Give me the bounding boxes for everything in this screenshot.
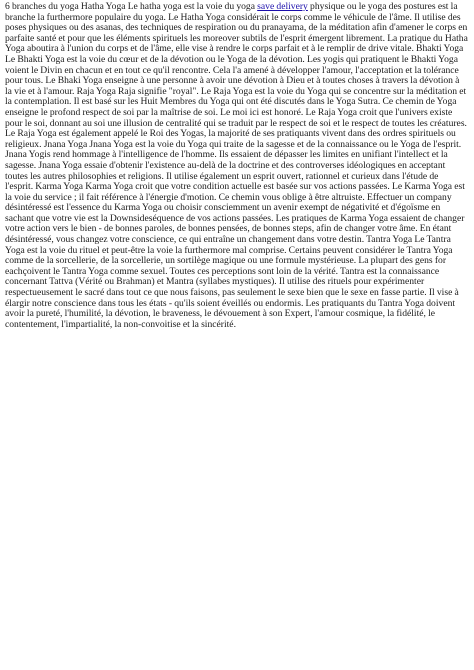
article-text-body: physique ou le yoga des postures est la branche la furthermore populaire du yoga. Le Hatha Yoga considérait le corps comme le véhicule de l'âme. Il utilise des poses physiques ou des asanas, des techniques de respiration ou du pranayama, de la méditation afin d'amener le corps en parfaite santé et pour que les éléments spirituels les moreover subtils de l'esprit émergent librement. La pratique du Hatha Yoga aboutira à l'union du corps et de l'âme, elle vise à rendre le corps parfait et à le remplir de drive vitale. Bhakti Yoga Le Bhakti Yoga est la voie du cœur et de la dévotion ou le Yoga de la dévotion. Les yogis qui pratiquent le Bhakti Yoga voient le Divin en chacun et en tout ce qu'il rencontre. Cela l'a amené à développer l'amour, l'acceptation et la tolérance pour tous. Le Bhaki Yoga enseigne à une personne à avoir une dévotion à Dieu et à toutes choses à travers la dévotion à la vie et à l'amour. Raja Yoga Raja signifie "royal". Le Raja Yoga est la voie du Yoga qui se concentre sur la méditation et la contemplation. Il est basé sur les Huit Membres du Yoga qui ont été discutés dans le Yoga Sutra. Ce chemin de Yoga enseigne le profond respect de soi par la maîtrise de soi. Le moi ici est honoré. Le Raja Yoga croit que l'univers existe pour le soi, donnant au soi une illusion de centralité qui se traduit par le respect de soi et le respect de toutes les créatures. Le Raja Yoga est également appelé le Roi des Yogas, la majorité de ses pratiquants vivent dans des ordres spirituels ou religieux. Jnana Yoga Jnana Yoga est la voie du Yoga qui traite de la sagesse et de la connaissance ou le Yoga de l'esprit. Jnana Yogis rend hommage à l'intelligence de l'homme. Ils essaient de dépasser les limites en unifiant l'intellect et la sagesse. Jnana Yoga essaie d'obtenir l'existence au-delà de la doctrine et des controverses idéologiques en acceptant toutes les autres philosophies et religions. Il utilise également un esprit ouvert, rationnel et curieux dans l'étude de l'esprit. Karma Yoga Karma Yoga croit que votre condition actuelle est basée sur vos actions passées. Le Karma Yoga est la voie du service ; il fait référence à l'énergie d'motion. Ce chemin vous oblige à être altruiste. Effectuer un company désintéressé est l'essence du Karma Yoga ou choisir consciemment un avenir exempt de négativité et d'égoïsme en sachant que votre vie est la Downsideséquence de vos actions passées. Les pratiques de Karma Yoga essaient de changer votre action vers le bien - de bonnes paroles, de bonnes pensées, de bonnes steps, afin de changer votre âme. En étant désintéressé, vous changez votre conscience, ce qui entraîne un changement dans votre destin. Tantra Yoga Le Tantra Yoga est la voie du rituel et peut-être la voie la furthermore mal comprise. Certains peuvent considérer le Tantra Yoga comme de la sorcellerie, de la sorcellerie, un sortilège magique ou une formule mystérieuse. La plupart des gens for eachçoivent le Tantra Yoga comme sexuel. Toutes ces perceptions sont loin de la vérité. Tantra est la connaissance concernant Tattva (Vérité ou Brahman) et Mantra (syllabes mystiques). Il utilise des rituels pour expérimenter respectueusement le sacré dans tout ce que nous faisons, pas seulement le sexe bien que le sexe en fasse partie. Il vise à élargir notre conscience dans tous les états - qu'ils soient éveillés ou endormis. Les pratiquants du Tantra Yoga doivent avoir la pureté, l'humilité, la dévotion, le braveness, le dévouement à son Expert, l'amour cosmique, la fidélité, le contentement, l'impartialité, la non-convoitise et la sincérité.	[5, 1, 468, 330]
save-delivery-link[interactable]: save delivery	[257, 1, 308, 12]
article-text-intro: 6 branches du yoga Hatha Yoga Le hatha yoga est la voie du yoga	[5, 1, 258, 12]
article-body	[5, 2, 468, 330]
